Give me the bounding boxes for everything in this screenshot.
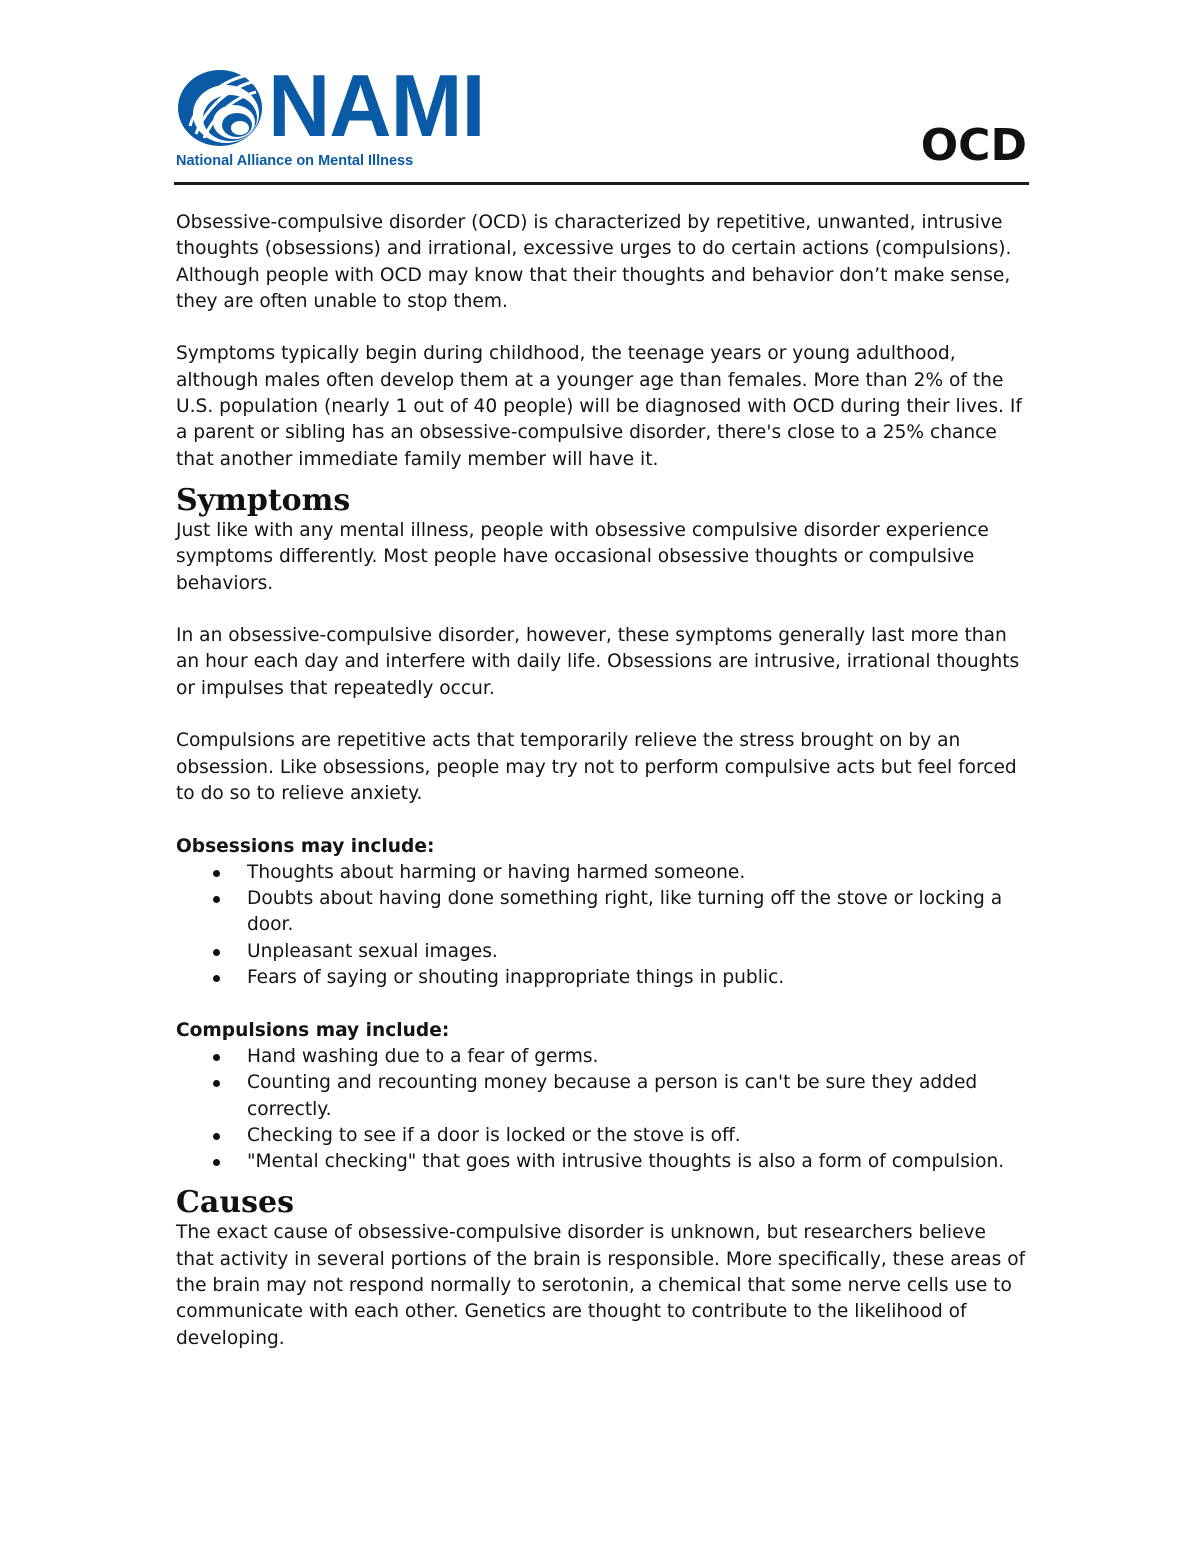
header-divider [174, 182, 1029, 185]
logo-wordmark: NAMI [268, 56, 485, 155]
compulsions-label: Compulsions may include: [176, 1019, 450, 1041]
bullet-icon [213, 949, 220, 956]
causes-paragraph-1: The exact cause of obsessive-compulsive disorder is unknown, but researchers believe that activity in several portions of the brain is responsible. More specifically, these areas of the brain may not respond normally to serotonin, a chemical that some nerve cells use to communicate with each other. Genetics are thought to contribute to the likelihood of developing. [176, 1222, 1026, 1349]
list-item-text: Thoughts about harming or having harmed someone. [247, 861, 746, 883]
bullet-icon [213, 870, 220, 877]
list-item [176, 965, 1028, 991]
list-item-text: Fears of saying or shouting inappropriate things in public. [247, 967, 785, 989]
list-item-text: Doubts about having done something right, like turning off the stove or locking a door. [247, 888, 1003, 936]
list-item [176, 886, 1028, 939]
symptoms-heading: Symptoms [176, 482, 351, 518]
logo-tagline: National Alliance on Mental Illness [176, 153, 414, 169]
symptoms-paragraph-1: Just like with any mental illness, people with obsessive compulsive disorder experience symptoms differently. Most people have occasional obsessive thoughts or compulsive behaviors. [176, 519, 989, 594]
bullet-icon [213, 896, 220, 903]
obsessions-list [176, 860, 1028, 991]
list-item [176, 1044, 1028, 1070]
list-item-text: Counting and recounting money because a person is can't be sure they added correctly. [247, 1072, 978, 1120]
bullet-icon [213, 975, 220, 982]
intro-paragraph-2: Symptoms typically begin during childhood, the teenage years or young adulthood, although males often develop them at a younger age than females. More than 2% of the U.S. population (nearly 1 out of 40 people) will be diagnosed with OCD during their lives. If a parent or sibling has an obsessive-compulsive disorder, there's close to a 25% chance that another immediate family member will have it. [176, 343, 1022, 470]
list-item-text: Unpleasant sexual images. [247, 940, 498, 962]
list-item [176, 1123, 1028, 1149]
obsessions-label: Obsessions may include: [176, 835, 435, 857]
causes-heading: Causes [176, 1185, 294, 1221]
bullet-icon [213, 1080, 220, 1087]
compulsions-list [176, 1044, 1028, 1175]
list-item-text: "Mental checking" that goes with intrusive thoughts is also a form of compulsion. [247, 1151, 1005, 1173]
list-item-text: Hand washing due to a fear of germs. [247, 1045, 599, 1067]
page-title: OCD [920, 120, 1027, 171]
document-body [176, 210, 1028, 1352]
list-item-text: Checking to see if a door is locked or the stove is off. [247, 1124, 741, 1146]
list-item [176, 1070, 1028, 1123]
list-item [176, 1149, 1028, 1175]
symptoms-paragraph-3: Compulsions are repetitive acts that temporarily relieve the stress brought on by an obsession. Like obsessions, people may try not to perform compulsive acts but feel forced to do so to relieve anxiety. [176, 730, 1017, 804]
bullet-icon [213, 1159, 220, 1166]
document-header [174, 56, 1029, 186]
bullet-icon [213, 1133, 220, 1140]
symptoms-paragraph-2: In an obsessive-compulsive disorder, however, these symptoms generally last more than an hour each day and interfere with daily life. Obsessions are intrusive, irrational thoughts or impulses that repeatedly occur. [176, 625, 1020, 699]
list-item [176, 860, 1028, 886]
intro-paragraph-1: Obsessive-compulsive disorder (OCD) is characterized by repetitive, unwanted, intrusive thoughts (obsessions) and irrational, excessive urges to do certain actions (compulsions). Although people with OCD may know that their thoughts and behavior don’t make sense, they are often unable to stop them. [176, 212, 1012, 312]
list-item [176, 939, 1028, 965]
nami-logo [174, 56, 485, 173]
nami-swirl-logo-icon [174, 68, 266, 148]
bullet-icon [213, 1054, 220, 1061]
